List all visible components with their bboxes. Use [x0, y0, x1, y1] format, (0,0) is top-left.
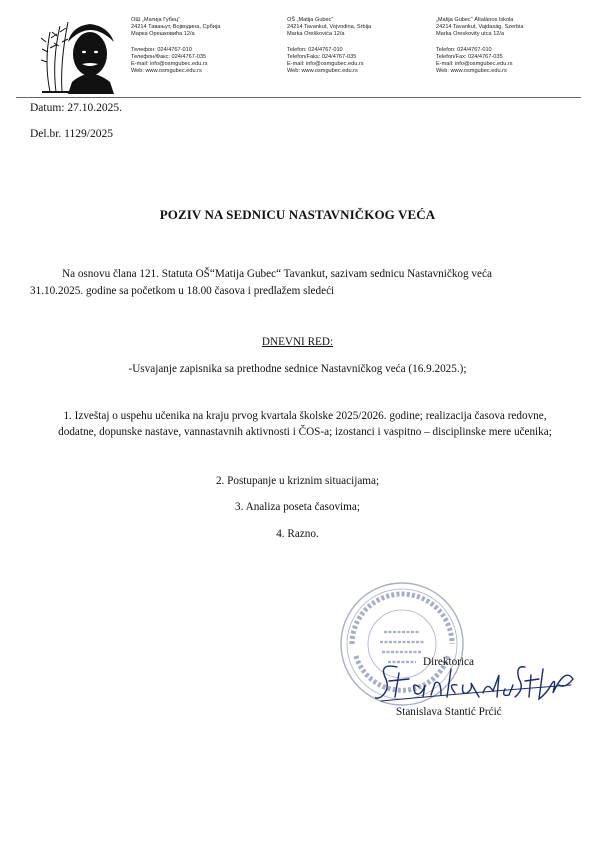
document-date: Datum: 27.10.2025. [30, 102, 122, 114]
school-street: Marka Oreškovića 12/a [287, 31, 345, 38]
header-contact-latin [287, 17, 371, 75]
intro-paragraph [30, 266, 567, 300]
intro-line-1: Na osnovu člana 121. Statuta OŠ“Matija Gubec“ Tavankut, sazivam sednicu Nastavničkog veća [62, 268, 492, 280]
signatory-name: Stanislava Stantić Prćić [396, 706, 502, 718]
school-logo [30, 12, 122, 96]
school-name: „Matija Gubec“ Általános Iskola [436, 17, 514, 23]
school-web: Web: www.osmgubec.edu.rs [436, 68, 507, 75]
school-phone: Telefon: 024/4767-010 [436, 46, 492, 53]
school-fax: Telefon/Fax: 024/4767-035 [436, 53, 503, 60]
school-address: 24214 Tavankut, Vajdaság, Szerbia [436, 24, 524, 31]
school-fax: Telefon/Faks: 024/4767-035 [287, 53, 357, 60]
school-email: E-mail: info@osmgubec.edu.rs [131, 60, 208, 67]
header-contact-cyrillic [131, 17, 220, 75]
school-email: E-mail: info@osmgubec.edu.rs [287, 60, 364, 67]
school-name: OŠ „Matija Gubec“ [287, 17, 334, 23]
school-address: 24214 Тавањут, Војводина, Србија [131, 24, 221, 31]
intro-line-2: 31.10.2025. godine sa početkom u 18.00 časova i predlažem sledeći [30, 285, 335, 297]
header-contact-hungarian [436, 17, 524, 75]
document-title: POZIV NA SEDNICU NASTAVNIČKOG VEĆA [159, 207, 436, 222]
handwritten-signature [375, 645, 580, 705]
school-street: Marka Oreskovity utca 12/a [436, 31, 505, 38]
school-street: Марка Орешковића 12/а [131, 31, 195, 38]
school-web: Web: www.osmgubec.edu.rs [287, 68, 358, 75]
agenda-heading: DNEVNI RED: [261, 336, 334, 348]
signatory-role: Direktorica [423, 656, 474, 668]
school-address: 24214 Tavankut, Vojvodina, Srbija [287, 24, 372, 31]
agenda-item-1: 1. Izveštaj o uspehu učenika na kraju prvog kvartala školske 2025/2026. godine; realizacija časova redovne, dodatne, dopunske nastave, vannastavnih aktivnosti i ČOS-a; izostanci i vaspitno – disciplinske mere učenika; [58, 410, 552, 438]
header-divider [16, 97, 581, 98]
agenda-item-4: 4. Razno. [276, 528, 319, 540]
agenda-item-3: 3. Analiza poseta časovima; [235, 501, 360, 513]
school-fax: Телефон/Факс: 024/4767-035 [131, 53, 207, 60]
agenda-item-2: 2. Postupanje u kriznim situacijama; [215, 475, 380, 487]
document-number: Del.br. 1129/2025 [30, 128, 113, 140]
school-name: ОШ „Матија Губец“ [131, 17, 181, 23]
school-email: E-mail: info@osmgubec.edu.rs [436, 60, 513, 67]
school-phone: Telefon: 024/4767-010 [287, 46, 343, 53]
school-phone: Телефон: 024/4767-010 [131, 46, 192, 53]
school-web: Web: www.osmgubec.edu.rs [131, 68, 202, 75]
agenda-preliminary-item: -Usvajanje zapisnika sa prethodne sednice Nastavničkog veća (16.9.2025.); [128, 363, 467, 375]
